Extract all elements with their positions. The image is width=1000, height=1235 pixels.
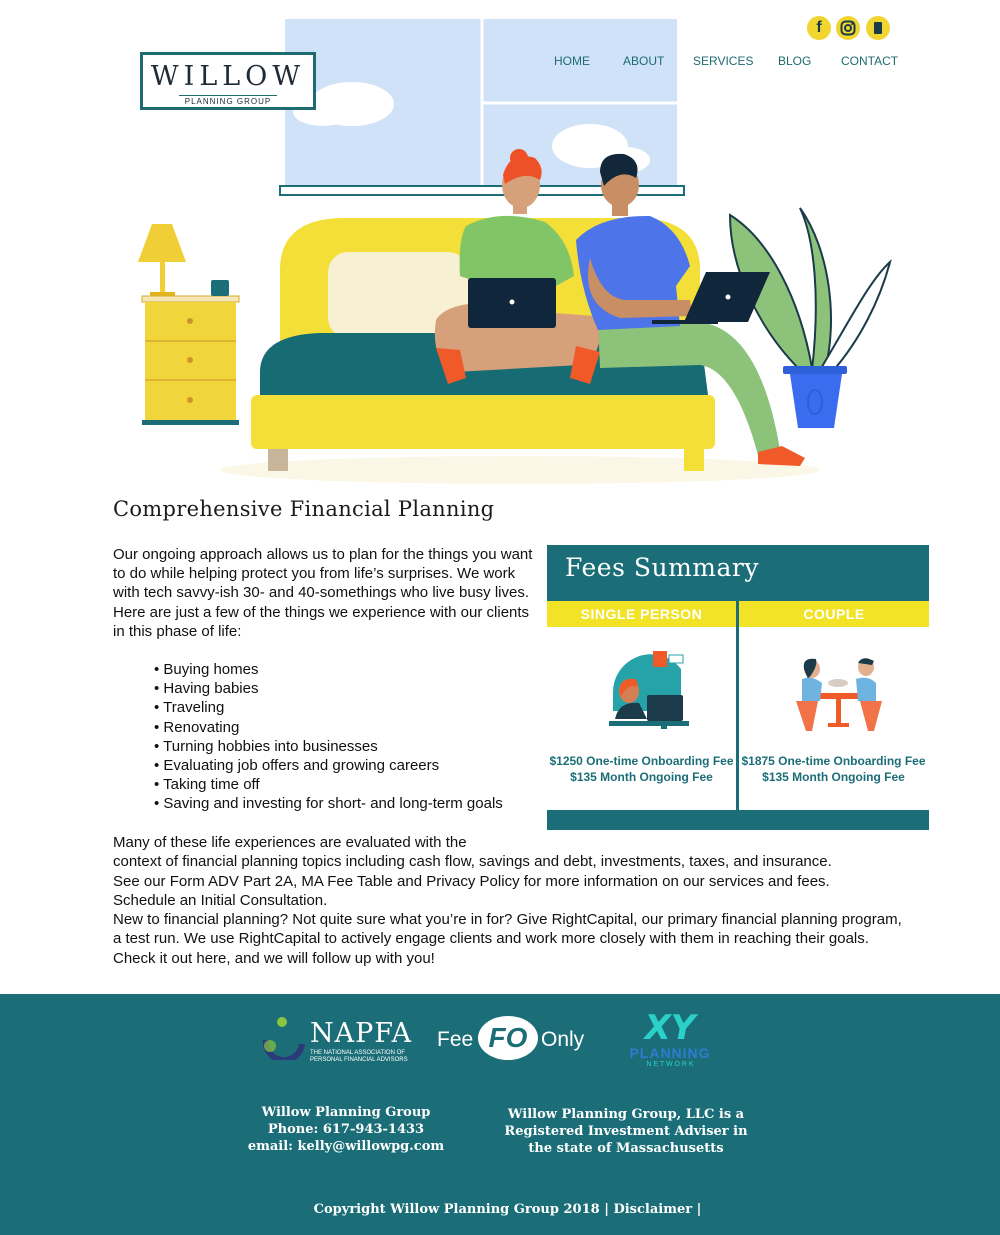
fee-only-left-text: Fee [437, 1028, 474, 1051]
single-person-price [547, 753, 736, 785]
napfa-emblem-icon [262, 1016, 308, 1060]
list-item: • Buying homes [154, 660, 503, 679]
xy-network-text: N E T W O R K [646, 1061, 694, 1068]
footer-copyright[interactable]: Copyright Willow Planning Group 2018 | Disclaimer | [313, 1202, 702, 1217]
policy-links-line[interactable]: See our Form ADV Part 2A, MA Fee Table and Privacy Policy for more information on our services and fees. [113, 872, 830, 890]
page-title: Comprehensive Financial Planning [113, 497, 495, 521]
list-item: • Turning hobbies into businesses [154, 737, 503, 756]
footer-company-name: Willow Planning Group [261, 1105, 431, 1120]
list-item: • Renovating [154, 718, 503, 737]
fee-only-right-text: Only [541, 1028, 585, 1051]
fees-header [547, 545, 929, 601]
lamp-illustration [138, 224, 186, 298]
footer-phone[interactable]: Phone: 617-943-1433 [267, 1122, 425, 1137]
napfa-logo[interactable] [262, 1014, 422, 1066]
single-person-illustration [603, 649, 693, 731]
fees-footer-bar [547, 810, 929, 830]
couple-label: COUPLE [739, 601, 929, 627]
single-person-label: SINGLE PERSON [547, 601, 736, 627]
fee-only-badge [478, 1016, 538, 1060]
couple-illustration [792, 653, 886, 731]
site-logo[interactable] [140, 52, 316, 110]
fee-only-logo[interactable] [437, 1016, 587, 1062]
facebook-icon[interactable]: f [807, 16, 831, 40]
ria-line: Willow Planning Group, LLC is a [507, 1107, 745, 1122]
nightstand-illustration [142, 280, 239, 425]
list-item: • Saving and investing for short- and long-term goals [154, 794, 503, 813]
list-item: • Traveling [154, 698, 503, 717]
life-events-list [154, 660, 503, 814]
footer-ria-statement [496, 1106, 756, 1157]
xy-planning-text: PLANNING [629, 1045, 711, 1061]
rightcapital-paragraph[interactable]: New to financial planning? Not quite sure what you’re in for? Give RightCapital, our primary financial planning program, a test run. We use RightCapital to actively engage clients and work more closely with them in reaching their goals. Check it out here, and we will follow up with you! [113, 911, 902, 967]
fees-title: Fees Summary [565, 553, 759, 582]
single-onboarding-fee: $1250 One-time Onboarding Fee [549, 754, 734, 768]
list-item: • Having babies [154, 679, 503, 698]
logo-subtitle: PLANNING GROUP [179, 95, 277, 107]
footer-contact [236, 1104, 456, 1155]
nav-contact[interactable]: CONTACT [841, 54, 899, 68]
xy-planning-network-logo[interactable] [612, 1010, 728, 1074]
nav-home[interactable]: HOME [554, 54, 590, 68]
couple-onboarding-fee: $1875 One-time Onboarding Fee [741, 754, 926, 768]
schedule-consultation-link[interactable]: Schedule an Initial Consultation. [113, 891, 328, 909]
phone-icon[interactable] [866, 16, 890, 40]
list-item: • Evaluating job offers and growing careers [154, 756, 503, 775]
xy-mark: XY [644, 1008, 696, 1048]
logo-wordmark: WILLOW [150, 61, 306, 92]
intro-paragraph: Our ongoing approach allows us to plan for the things you want to do while helping protect you from life’s surprises. We work with tech savvy-ish 30- and 40-somethings who live busy lives. Here are just a few of the things we experience with our clients in this phase of life: [113, 546, 533, 640]
nav-services[interactable]: SERVICES [693, 54, 754, 68]
list-item: • Taking time off [154, 775, 503, 794]
nav-about[interactable]: ABOUT [623, 54, 665, 68]
body-text [113, 833, 903, 968]
instagram-icon[interactable] [836, 16, 860, 40]
fees-summary-panel [547, 545, 929, 830]
napfa-tagline: THE NATIONAL ASSOCIATION OF PERSONAL FINANCIAL ADVISORS [310, 1050, 408, 1063]
ria-line: the state of Massachusetts [528, 1141, 724, 1156]
single-monthly-fee: $135 Month Ongoing Fee [570, 770, 713, 784]
ria-line: Registered Investment Adviser in [504, 1124, 748, 1139]
floor-shadow [220, 456, 820, 484]
nav-blog[interactable]: BLOG [778, 54, 812, 68]
couple-price [739, 753, 928, 785]
napfa-wordmark: NAPFA [310, 1018, 413, 1049]
footer-email[interactable]: email: kelly@willowpg.com [247, 1139, 445, 1154]
couple-monthly-fee: $135 Month Ongoing Fee [762, 770, 905, 784]
body-line: context of financial planning topics including cash flow, savings and debt, investments, taxes, and insurance. [113, 853, 832, 871]
body-line: Many of these life experiences are evaluated with the [113, 834, 467, 851]
fee-only-badge-text: FO [488, 1022, 528, 1053]
